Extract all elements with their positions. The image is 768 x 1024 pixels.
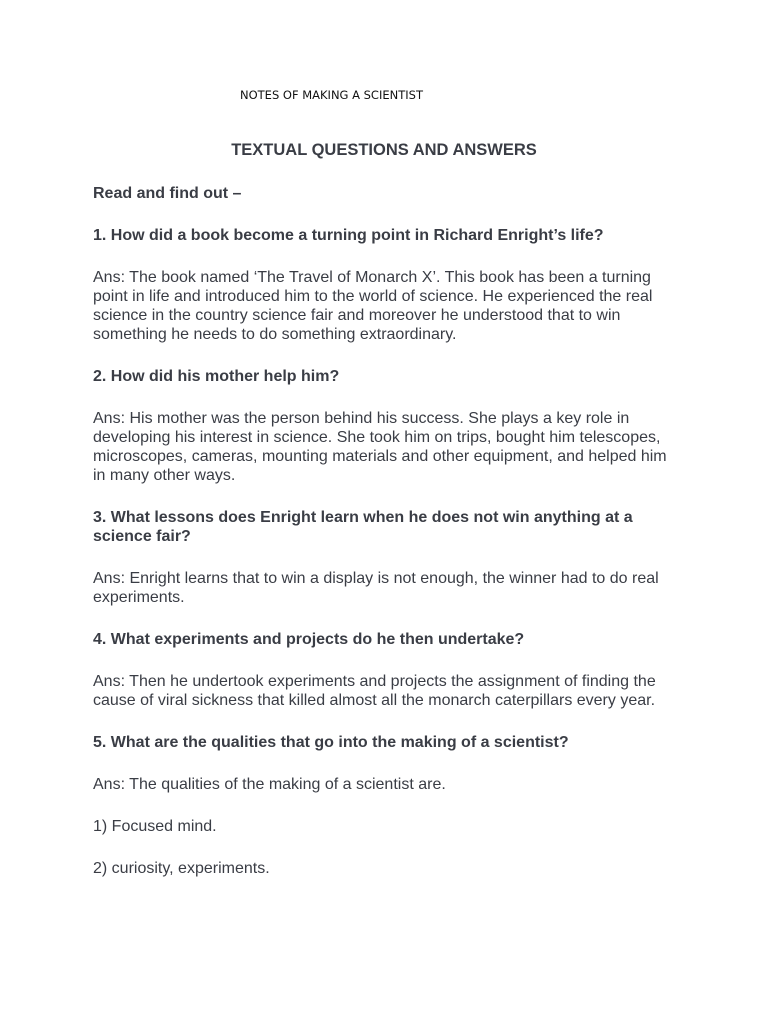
header-note: NOTES OF MAKING A SCIENTIST bbox=[240, 88, 423, 102]
question-1: 1. How did a book become a turning point in Richard Enright’s life? bbox=[93, 227, 604, 244]
section-label: Read and find out – bbox=[93, 185, 242, 202]
question-2: 2. How did his mother help him? bbox=[93, 368, 340, 385]
list-item: 1) Focused mind. bbox=[93, 818, 217, 835]
answer-5: Ans: The qualities of the making of a scientist are. bbox=[93, 776, 446, 793]
answer-3: Ans: Enright learns that to win a display is not enough, the winner had to do real experiments. bbox=[93, 570, 659, 606]
document-body bbox=[93, 184, 683, 901]
question-4: 4. What experiments and projects do he then undertake? bbox=[93, 631, 525, 648]
answer-1: Ans: The book named ‘The Travel of Monarch X’. This book has been a turning point in life and introduced him to the world of science. He experienced the real science in the country science fair and moreover he understood that to win something he needs to do something extraordinary. bbox=[93, 269, 653, 343]
question-5: 5. What are the qualities that go into the making of a scientist? bbox=[93, 734, 569, 751]
answer-4: Ans: Then he undertook experiments and projects the assignment of finding the cause of viral sickness that killed almost all the monarch caterpillars every year. bbox=[93, 673, 656, 709]
page-title: TEXTUAL QUESTIONS AND ANSWERS bbox=[231, 141, 537, 159]
answer-2: Ans: His mother was the person behind his success. She plays a key role in developing his interest in science. She took him on trips, bought him telescopes, microscopes, cameras, mounting materials and other equipment, and helped him in many other ways. bbox=[93, 410, 667, 484]
list-item: 2) curiosity, experiments. bbox=[93, 860, 270, 877]
question-3: 3. What lessons does Enright learn when he does not win anything at a science fair? bbox=[93, 509, 633, 545]
